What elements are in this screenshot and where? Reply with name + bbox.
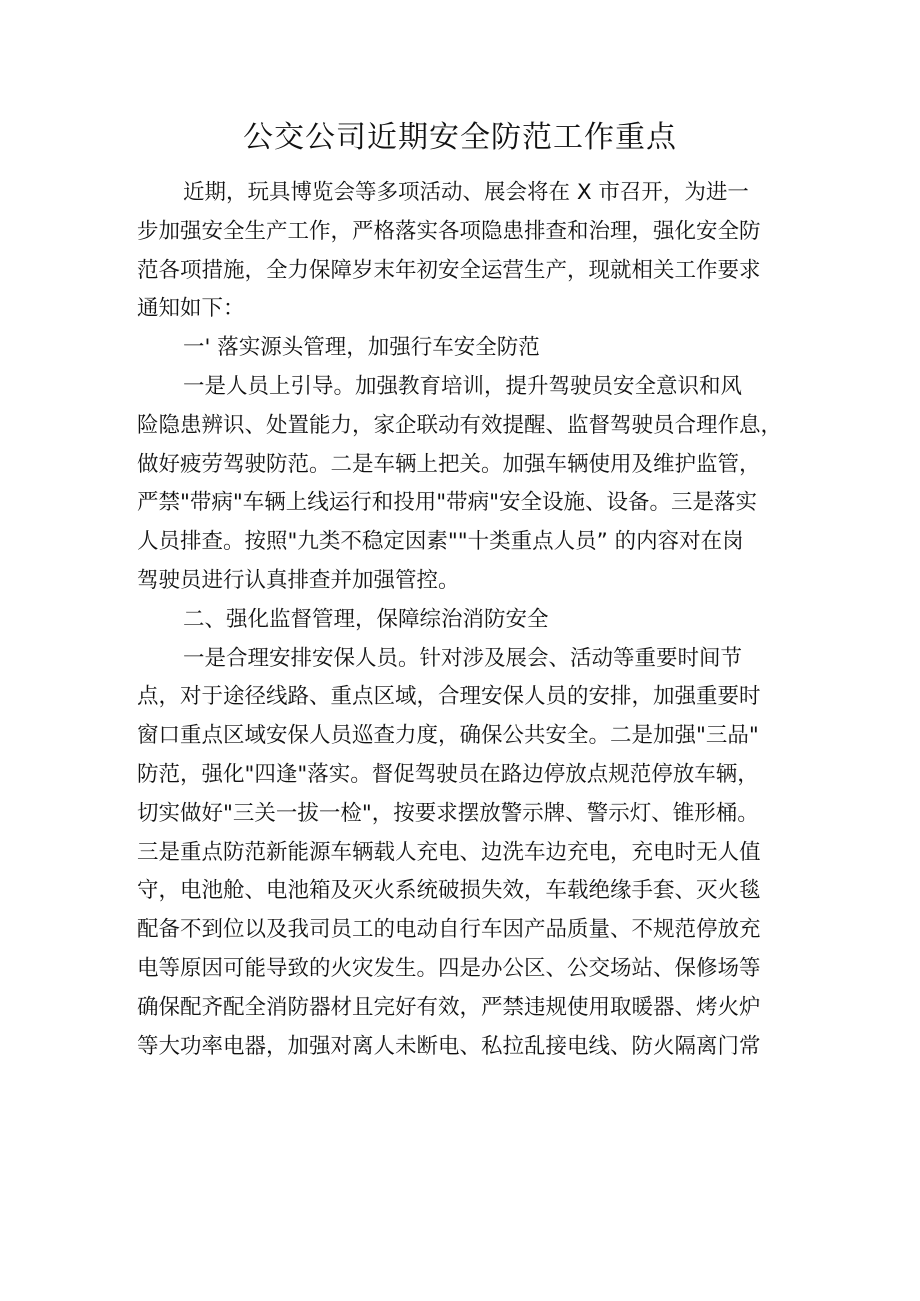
body-line: 二、强化监督管理，保障综治消防安全 — [183, 606, 549, 632]
body-line: 电等原因可能导致的火灾发生。四是办公区、公交场站、保修场等 — [137, 955, 761, 981]
body-line: 人员排查。按照"九类不稳定因素""十类重点人员” 的内容对在岗 — [137, 529, 744, 555]
body-line: 守，电池舱、电池箱及灭火系统破损失效，车载绝缘手套、灭火毯 — [137, 878, 761, 904]
body-line: 做好疲劳驾驶防范。二是车辆上把关。加强车辆使用及维护监管， — [137, 451, 761, 477]
body-line: 严禁"带病"车辆上线运行和投用"带病"安全设施、设备。三是落实 — [137, 490, 758, 516]
body-line: 一是合理安排安保人员。针对涉及展会、活动等重要时间节 — [183, 645, 743, 671]
document-title: 公交公司近期安全防范工作重点 — [243, 120, 677, 155]
body-line: 险隐患辨识、处置能力，家企联动有效提醒、监督驾驶员合理作息， — [137, 412, 783, 438]
body-line: 近期，玩具博览会等多项活动、展会将在 X 市召开，为进一 — [183, 180, 749, 205]
body-line: 防范，强化"四逢"落实。督促驾驶员在路边停放点规范停放车辆， — [137, 761, 759, 787]
body-line: 通知如下： — [137, 296, 245, 322]
body-line: 切实做好"三关一拔一检"，按要求摆放警示牌、警示灯、锥形桶。 — [137, 800, 759, 826]
body-line: 点，对于途径线路、重点区域，合理安保人员的安排，加强重要时 — [137, 684, 761, 710]
body-line: 配备不到位以及我司员工的电动自行车因产品质量、不规范停放充 — [137, 917, 761, 943]
body-line: 驾驶员进行认真排查并加强管控。 — [137, 567, 460, 593]
document-body — [137, 174, 817, 1066]
body-line: 步加强安全生产工作，严格落实各项隐患排查和治理，强化安全防 — [137, 218, 761, 244]
body-line: 确保配齐配全消防器材且完好有效，严禁违规使用取暖器、烤火炉 — [137, 994, 761, 1020]
body-line: 三是重点防范新能源车辆载人充电、边洗车边充电，充电时无人值 — [137, 839, 761, 865]
body-line: 等大功率电器，加强对离人未断电、私拉乱接电线、防火隔离门常 — [137, 1033, 761, 1059]
body-line: 一是人员上引导。加强教育培训，提升驾驶员安全意识和风 — [183, 373, 743, 399]
body-line: 窗口重点区域安保人员巡查力度，确保公共安全。二是加强"三品" — [137, 723, 759, 749]
body-line: 一' 落实源头管理，加强行车安全防范 — [183, 335, 540, 361]
body-line: 范各项措施，全力保障岁末年初安全运营生产，现就相关工作要求 — [137, 257, 761, 283]
